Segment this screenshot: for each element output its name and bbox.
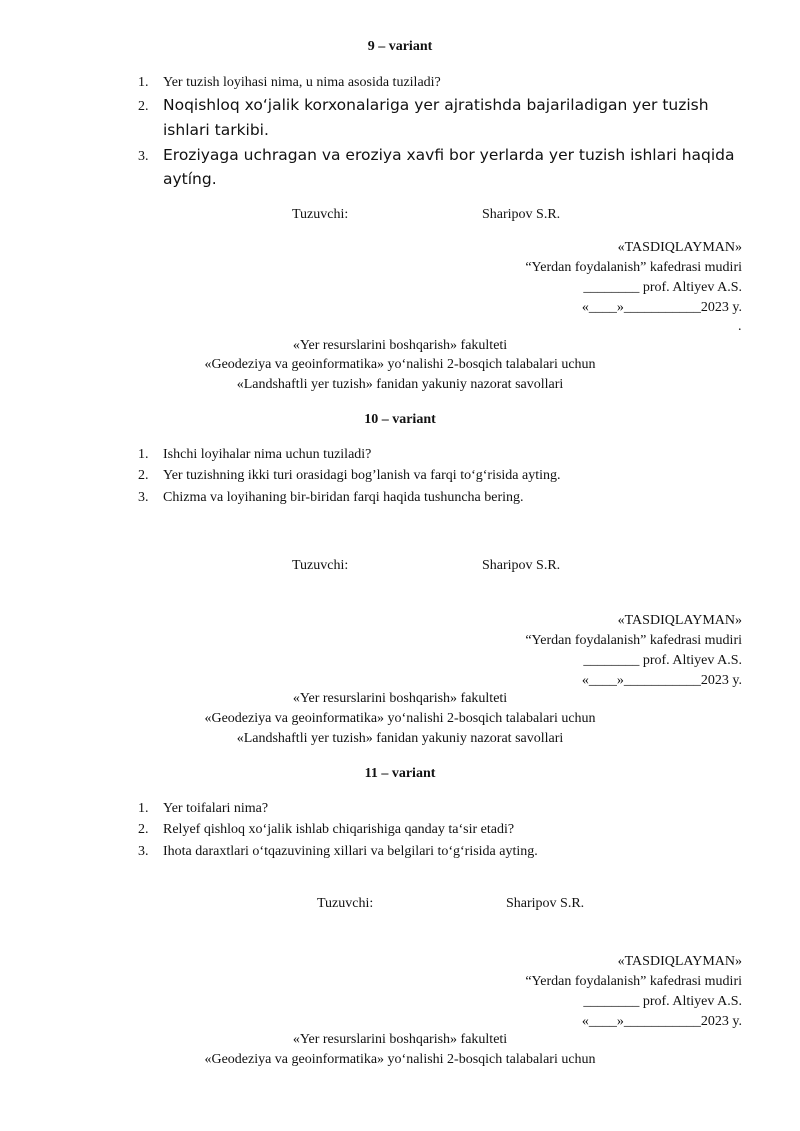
question-text-continued: aytíng. <box>163 170 217 188</box>
question-item <box>138 844 538 860</box>
variant-10-title: 10 – variant <box>364 412 436 427</box>
compiler-name: Sharipov S.R. <box>482 207 561 222</box>
question-item <box>138 96 709 115</box>
approval-signature: ________ prof. Altiyev A.S. <box>583 653 742 668</box>
question-text: Ishchi loyihalar nima uchun tuziladi? <box>163 447 372 462</box>
approval-signature: ________ prof. Altiyev A.S. <box>583 280 742 295</box>
question-number: 3. <box>138 149 149 164</box>
question-item <box>138 822 514 838</box>
compiler-label: Tuzuvchi: <box>292 207 349 222</box>
question-text: Eroziyaga uchragan va eroziya xavfi bor yerlarda yer tuzish ishlari haqida <box>163 146 735 164</box>
question-text: Yer tuzish loyihasi nima, u nima asosida tuziladi? <box>163 75 441 90</box>
approval-head: “Yerdan foydalanish” kafedrasi mudiri <box>525 260 742 275</box>
variant-9-title: 9 – variant <box>367 39 433 54</box>
approval-title: «TASDIQLAYMAN» <box>617 613 742 628</box>
variant-11-title: 11 – variant <box>364 766 436 781</box>
stray-dot: . <box>738 319 742 334</box>
question-text: Chizma va loyihaning bir-biridan farqi haqida tushuncha bering. <box>163 490 524 505</box>
question-item <box>138 146 735 165</box>
direction-line: «Geodeziya va geoinformatika» yo‘nalishi 2-bosqich talabalari uchun <box>204 1052 596 1067</box>
approval-date: «____»___________2023 y. <box>581 300 742 315</box>
compiler-name: Sharipov S.R. <box>482 558 561 573</box>
faculty-line: «Yer resurslarini boshqarish» fakulteti <box>292 338 508 353</box>
question-number: 1. <box>138 801 149 816</box>
question-number: 3. <box>138 844 149 859</box>
question-number: 2. <box>138 468 149 483</box>
approval-head: “Yerdan foydalanish” kafedrasi mudiri <box>525 633 742 648</box>
question-text: Yer tuzishning ikki turi orasidagi bog’lanish va farqi to‘g‘risida ayting. <box>163 468 561 483</box>
approval-title: «TASDIQLAYMAN» <box>617 954 742 969</box>
faculty-line: «Yer resurslarini boshqarish» fakulteti <box>292 691 508 706</box>
direction-line: «Geodeziya va geoinformatika» yo‘nalishi 2-bosqich talabalari uchun <box>204 357 596 372</box>
question-number: 1. <box>138 447 149 462</box>
subject-line: «Landshaftli yer tuzish» fanidan yakuniy nazorat savollari <box>236 377 564 392</box>
question-item <box>138 447 371 463</box>
question-item <box>138 75 441 91</box>
question-number: 2. <box>138 822 149 837</box>
direction-line: «Geodeziya va geoinformatika» yo‘nalishi 2-bosqich talabalari uchun <box>204 711 596 726</box>
compiler-label: Tuzuvchi: <box>292 558 349 573</box>
question-item <box>138 490 524 506</box>
approval-date: «____»___________2023 y. <box>581 673 742 688</box>
question-number: 2. <box>138 99 149 114</box>
question-text: Relyef qishloq xo‘jalik ishlab chiqarishiga qanday ta‘sir etadi? <box>163 822 515 837</box>
subject-line: «Landshaftli yer tuzish» fanidan yakuniy nazorat savollari <box>236 731 564 746</box>
question-number: 3. <box>138 490 149 505</box>
compiler-name: Sharipov S.R. <box>506 896 585 911</box>
compiler-label: Tuzuvchi: <box>317 896 374 911</box>
question-item <box>138 801 268 817</box>
faculty-line: «Yer resurslarini boshqarish» fakulteti <box>292 1032 508 1047</box>
question-text: Ihota daraxtlari o‘tqazuvining xillari va belgilari to‘g‘risida ayting. <box>163 844 538 859</box>
approval-title: «TASDIQLAYMAN» <box>617 240 742 255</box>
question-text: Yer toifalari nima? <box>163 801 269 816</box>
question-number: 1. <box>138 75 149 90</box>
question-item <box>138 468 561 484</box>
question-text: Noqishloq xo‘jalik korxonalariga yer ajratishda bajariladigan yer tuzish <box>163 96 709 114</box>
approval-head: “Yerdan foydalanish” kafedrasi mudiri <box>525 974 742 989</box>
approval-date: «____»___________2023 y. <box>581 1014 742 1029</box>
approval-signature: ________ prof. Altiyev A.S. <box>583 994 742 1009</box>
question-text-continued: ishlari tarkibi. <box>163 121 269 139</box>
